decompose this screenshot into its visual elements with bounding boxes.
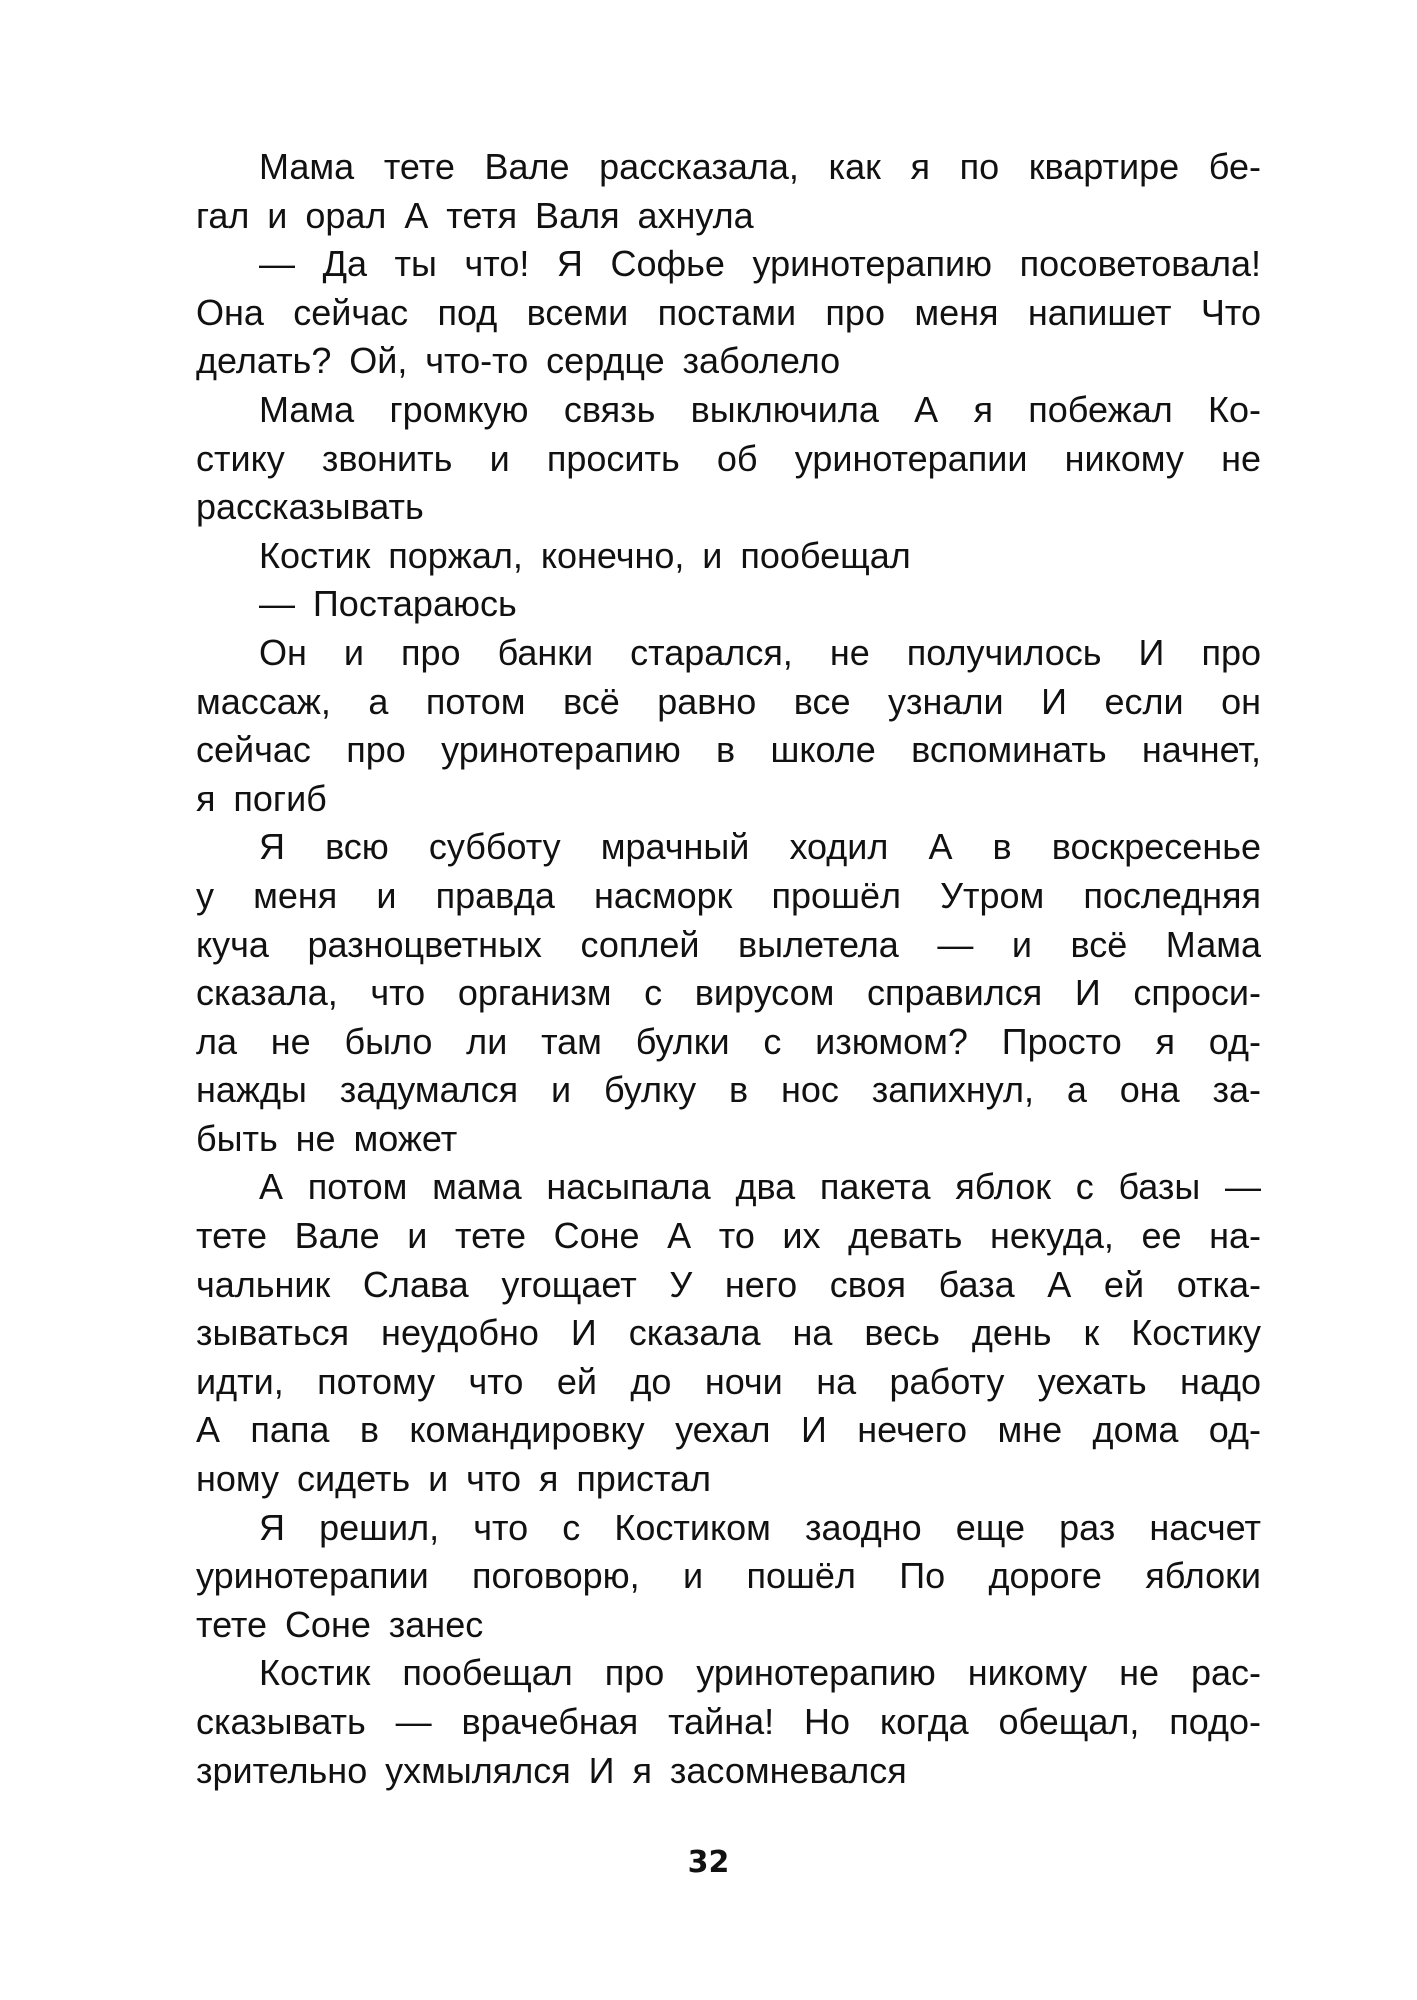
text-line: рассказывать [196,486,424,528]
text-line: тете Соне занес [196,1603,484,1645]
text-line: — Постараюсь [259,583,517,625]
text-line: ла не было ли там булки с изюмом? Просто я од- [196,1020,1261,1062]
text-line: — Да ты что! Я Софье уринотерапию посоветовала! [259,243,1261,285]
text-line: Мама громкую связь выключила А я побежал Ко- [259,388,1261,430]
text-line: Я всю субботу мрачный ходил А в воскресенье [259,826,1261,868]
text-line: идти, потому что ей до ночи на работу уехать надо [196,1360,1261,1402]
text-line: Я решил, что с Костиком заодно еще раз насчет [259,1506,1261,1548]
text-line: Мама тете Вале рассказала, как я по квартире бе- [259,146,1261,187]
text-line: стику звонить и просить об уринотерапии никому не [196,437,1261,479]
text-line: зрительно ухмылялся И я засомневался [196,1749,907,1791]
text-line: делать? Ой, что-то сердце заболело [196,340,841,382]
body-text [196,143,1261,1795]
text-line: Она сейчас под всеми постами про меня напишет Что [196,291,1261,333]
text-line: куча разноцветных соплей вылетела — и всё Мама [196,923,1261,965]
text-line: тете Вале и тете Соне А то их девать некуда, ее на- [196,1215,1261,1257]
text-line: сказывать — врачебная тайна! Но когда обещал, подо- [196,1701,1261,1742]
text-line: А папа в командировку уехал И нечего мне дома од- [196,1409,1261,1451]
text-line: сказала, что организм с вирусом справился И спроси- [196,972,1261,1014]
text-line: у меня и правда насморк прошёл Утром последняя [196,874,1261,916]
text-line: массаж, а потом всё равно все узнали И если он [196,680,1261,722]
text-line: чальник Слава угощает У него своя база А ей отка- [196,1263,1261,1305]
text-line: ному сидеть и что я пристал [196,1458,712,1500]
text-line: уринотерапии поговорю, и пошёл По дороге яблоки [196,1555,1261,1597]
text-line: нажды задумался и булку в нос запихнул, а она за- [196,1069,1261,1111]
text-line: Костик поржал, конечно, и пообещал [259,534,911,576]
text-line: Он и про банки старался, не получилось И про [259,631,1261,673]
text-line: я погиб [196,777,327,819]
text-line: Костик пообещал про уринотерапию никому не рас- [259,1652,1261,1694]
text-line: гал и орал А тетя Валя ахнула [196,194,754,236]
text-line: быть не может [196,1117,458,1159]
page-number: 32 [687,1845,730,1880]
text-line: А потом мама насыпала два пакета яблок с базы — [259,1166,1261,1208]
text-line: зываться неудобно И сказала на весь день к Костику [196,1312,1261,1354]
text-line: сейчас про уринотерапию в школе вспоминать начнет, [196,729,1261,771]
